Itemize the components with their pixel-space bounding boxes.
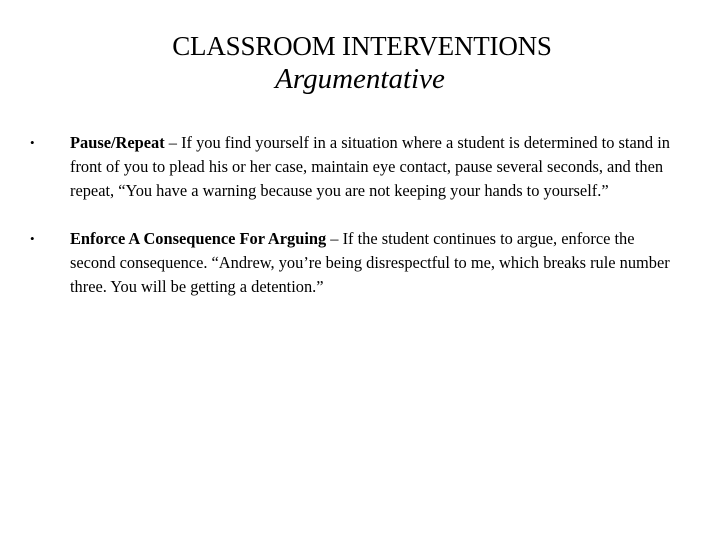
bullet-item-enforce-consequence	[30, 227, 680, 299]
bullet-body: – If you find yourself in a situation where a student is determined to stand in front of you to plead his or her case, maintain eye contact, pause several seconds, and then repeat, “You have a warning because you are not keeping your hands to yourself.”	[70, 133, 670, 200]
slide-subtitle: Argumentative	[275, 63, 445, 95]
bullet-heading: Pause/Repeat	[70, 133, 165, 152]
bullet-body: – If the student continues to argue, enforce the second consequence. “Andrew, you’re being disrespectful to me, which breaks rule number three. You will be getting a detention.”	[70, 229, 670, 296]
slide-title: CLASSROOM INTERVENTIONS	[172, 31, 552, 61]
bullet-heading: Enforce A Consequence For Arguing	[70, 229, 327, 248]
title-block	[0, 30, 720, 96]
bullet-dot: •	[30, 231, 35, 246]
bullet-list	[30, 131, 680, 323]
bullet-item-pause-repeat	[30, 131, 680, 203]
bullet-dot: •	[30, 135, 35, 150]
